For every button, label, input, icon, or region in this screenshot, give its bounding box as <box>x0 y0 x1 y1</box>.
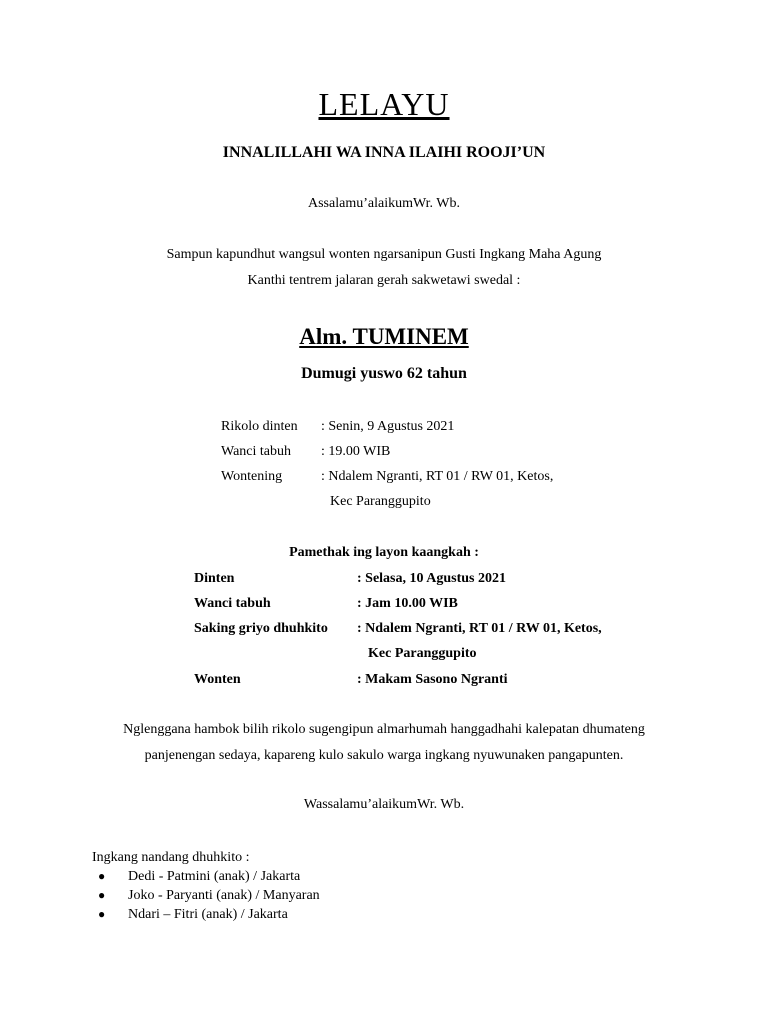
funeral-detail-label: Wanci tabuh <box>194 596 271 611</box>
list-item <box>92 867 320 886</box>
funeral-detail-label: Wonten <box>194 672 241 687</box>
bullet-icon: ● <box>98 907 106 921</box>
farewell: Wassalamu’alaikumWr. Wb. <box>303 797 465 812</box>
funeral-detail-value: : Jam 10.00 WIB <box>357 596 458 611</box>
death-detail-value: : Senin, 9 Agustus 2021 <box>321 419 455 434</box>
funeral-detail-value: : Ndalem Ngranti, RT 01 / RW 01, Ketos, <box>357 621 602 636</box>
funeral-detail-value: : Makam Sasono Ngranti <box>357 672 508 687</box>
death-detail-label: Wontening <box>221 469 283 484</box>
funeral-detail-label: Saking griyo dhuhkito <box>194 621 328 636</box>
greeting: Assalamu’alaikumWr. Wb. <box>308 196 460 211</box>
document-title: LELAYU <box>318 86 450 122</box>
death-detail-continuation: Kec Paranggupito <box>330 494 431 509</box>
closing-line-2: panjenengan sedaya, kapareng kulo sakulo warga ingkang nyuwunaken pangapunten. <box>144 748 624 763</box>
intro-line-2: Kanthi tentrem jalaran gerah sakwetawi swedal : <box>247 273 521 288</box>
family-section <box>92 848 320 924</box>
death-detail-value: : Ndalem Ngranti, RT 01 / RW 01, Ketos, <box>321 469 554 484</box>
list-item <box>92 886 320 905</box>
death-detail-label: Rikolo dinten <box>221 419 298 434</box>
family-heading: Ingkang nandang dhuhkito : <box>92 850 250 865</box>
age-text: Dumugi yuswo 62 tahun <box>301 365 467 382</box>
funeral-detail-value: : Selasa, 10 Agustus 2021 <box>357 571 506 586</box>
family-list <box>92 867 320 924</box>
bullet-icon: ● <box>98 869 106 883</box>
intro-line-1: Sampun kapundhut wangsul wonten ngarsanipun Gusti Ingkang Maha Agung <box>166 247 602 262</box>
funeral-heading: Pamethak ing layon kaangkah : <box>289 545 479 560</box>
document-subtitle: INNALILLAHI WA INNA ILAIHI ROOJI’UN <box>222 144 546 161</box>
list-item <box>92 905 320 924</box>
funeral-detail-continuation: Kec Paranggupito <box>368 646 477 661</box>
funeral-detail-label: Dinten <box>194 571 235 586</box>
death-detail-label: Wanci tabuh <box>221 444 292 459</box>
family-member: Joko - Paryanti (anak) / Manyaran <box>128 888 320 903</box>
family-member: Dedi - Patmini (anak) / Jakarta <box>128 869 301 884</box>
closing-line-1: Nglenggana hambok bilih rikolo sugengipun almarhumah hanggadhahi kalepatan dhumateng <box>123 722 645 737</box>
bullet-icon: ● <box>98 888 106 902</box>
deceased-name: Alm. TUMINEM <box>299 324 469 349</box>
death-detail-value: : 19.00 WIB <box>321 444 391 459</box>
family-member: Ndari – Fitri (anak) / Jakarta <box>128 907 288 922</box>
